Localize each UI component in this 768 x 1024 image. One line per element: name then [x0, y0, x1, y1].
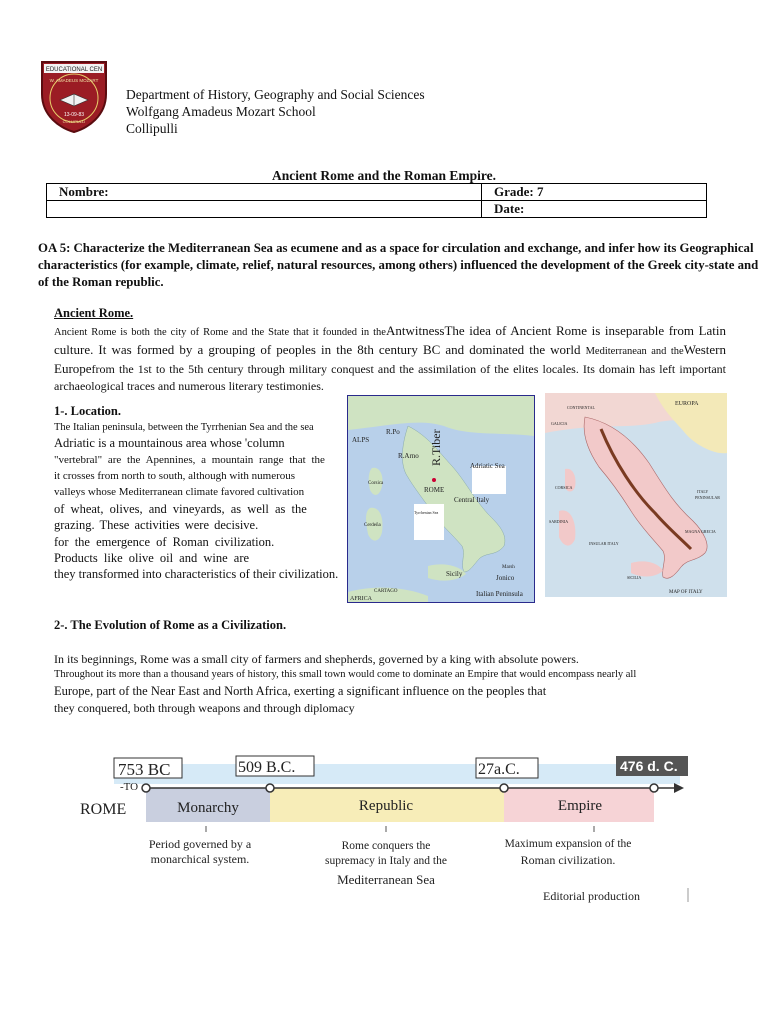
evolution-line: Throughout its more than a thousand years of history, this small town would come to dominate an Empire that would encompass nearly all	[54, 669, 637, 680]
crest-top-text: EDUCATIONAL CEN	[45, 67, 103, 73]
map2-label-europa: EUROPA	[675, 401, 699, 407]
italian-peninsula-map	[347, 395, 535, 603]
school-city: Collipulli	[126, 121, 178, 136]
location-line: of wheat, olives, and vineyards, as well as the	[54, 502, 307, 516]
name-label: Nombre:	[47, 184, 482, 201]
map2-label-continental: CONTINENTAL	[567, 405, 595, 410]
map-label-marsh: Marsh	[502, 565, 515, 570]
desc-monarchy-2: monarchical system.	[150, 852, 250, 866]
map-label-rome: ROME	[424, 486, 445, 494]
desc-republic-2: supremacy in Italy and the	[325, 855, 447, 867]
location-line: grazing. These activities were decisive.	[54, 518, 259, 532]
map-label-cerdena: Cerdeña	[364, 523, 381, 528]
learning-objective: OA 5: Characterize the Mediterranean Sea as ecumene and as a space for circulation and exchange, and infer how its Geographical characteristics (for example, climate, relief, natural resources, among others) influenced the development of the Greek city-state and of the Roman republic.	[38, 241, 759, 289]
map2-label-sardinia: SARDINIA	[549, 519, 569, 524]
ancient-rome-heading: Ancient Rome.	[54, 306, 134, 320]
location-line: Products like olive oil and wine are	[54, 551, 250, 565]
map-caption: Italian Peninsula	[476, 590, 523, 598]
location-line: valleys whose Mediterranean climate favored cultivation	[54, 486, 305, 498]
crest-date-text: 13-09-83	[63, 112, 85, 118]
date-476: 476 d. C.	[620, 758, 678, 774]
grade-label: Grade: 7	[482, 184, 707, 201]
crest-arc-text: W. AMADEUS MOZART	[49, 78, 99, 83]
desc-republic-3: Mediterranean Sea	[337, 872, 435, 887]
map-label-adriatic: Adriatic Sea	[470, 462, 505, 470]
rome-label: ROME	[80, 801, 127, 818]
location-line: "vertebral" are the Apennines, a mountain range that the	[54, 454, 325, 466]
timeline-dot	[650, 784, 658, 792]
desc-republic-1: Rome conquers the	[341, 840, 431, 852]
evolution-line: In its beginnings, Rome was a small city of farmers and shepherds, governed by a king with absolute powers.	[54, 652, 579, 666]
map-label-africa: AFRICA	[350, 596, 373, 602]
to-label: -TO	[120, 781, 139, 793]
student-info-table	[46, 183, 707, 218]
map-label-sicily: Sicily	[446, 570, 463, 578]
date-509: 509 B.C.	[238, 759, 296, 776]
map-label-cartago: CARTAGO	[374, 589, 398, 594]
timeline-top-bar	[114, 764, 680, 784]
map2-label-galicia: GALICIA	[551, 421, 568, 426]
editorial-credit: Editorial production	[543, 889, 640, 903]
rome-timeline	[70, 752, 700, 912]
map2-label-insular: INSULAR ITALY	[589, 541, 619, 546]
period-monarchy: Monarchy	[177, 800, 239, 816]
map-label-central: Central Italy	[454, 496, 490, 504]
crest-bottom-text: COLLIPULLI	[62, 119, 86, 124]
map-label-po: R.Po	[386, 428, 400, 436]
date-27: 27a.C.	[478, 761, 520, 778]
location-heading: 1-. Location.	[54, 404, 122, 418]
evolution-line: they conquered, both through weapons and through diplomacy	[54, 701, 355, 715]
map-of-italy	[545, 393, 727, 597]
map2-caption: MAP OF ITALY	[669, 590, 703, 595]
ancient-rome-paragraph: Ancient Rome is both the city of Rome and the State that it founded in theAntwitnessThe idea of Ancient Rome is inseparable from Latin culture. It was formed by a grouping of peoples in the 8th century BC and dominated the world Mediterranean and theWestern Europefrom the 1st to the 5th century through military conquest and the assimilation of the elites locales. Its domain has left important archaeological traces and numerous literary testimonies.	[54, 323, 727, 393]
location-line: they transformed into characteristics of their civilization.	[54, 567, 339, 581]
timeline-dot	[500, 784, 508, 792]
evolution-heading: 2-. The Evolution of Rome as a Civilization.	[54, 618, 287, 632]
location-line: for the emergence of Roman civilization.	[54, 535, 275, 549]
desc-monarchy-1: Period governed by a	[148, 837, 252, 851]
school-crest-logo	[38, 60, 110, 134]
name-field[interactable]	[47, 201, 482, 218]
map-label-corsica: Corsica	[368, 481, 384, 486]
timeline-dot	[266, 784, 274, 792]
map-label-alps: ALPS	[352, 436, 370, 444]
desc-empire-1: Maximum expansion of the	[504, 838, 632, 850]
map-label-tyrrhenian: Tyrrhenian Sea	[414, 510, 439, 515]
period-republic: Republic	[358, 798, 414, 814]
school-name: Wolfgang Amadeus Mozart School	[126, 104, 316, 119]
timeline-dot	[142, 784, 150, 792]
location-line: The Italian peninsula, between the Tyrrhenian Sea and the sea	[54, 422, 314, 433]
evolution-line: Europe, part of the Near East and North Africa, exerting a significant influence on the peoples that	[54, 684, 547, 698]
department-name: Department of History, Geography and Social Sciences	[126, 87, 425, 102]
location-line: it crosses from north to south, although with numerous	[54, 470, 296, 482]
timeline-arrow	[674, 783, 684, 793]
map2-label-sicilia: SICILIA	[627, 575, 642, 580]
location-line: Adriatic is a mountainous area whose 'column	[54, 436, 285, 450]
document-title: Ancient Rome and the Roman Empire.	[272, 168, 496, 183]
map2-label-peninsular: PENINSULAR	[695, 495, 720, 500]
map-label-arno: R.Arno	[398, 452, 419, 460]
map-label-jonico: Jonico	[496, 574, 515, 582]
map2-label-corsica: CORSICA	[555, 485, 573, 490]
period-empire: Empire	[557, 798, 603, 814]
school-header	[126, 86, 425, 137]
date-label: Date:	[482, 201, 707, 218]
map-label-tiber: R.Tiber	[429, 429, 443, 466]
date-753: 753 BC	[118, 760, 171, 779]
map2-label-italy: ITALY	[697, 489, 709, 494]
desc-empire-2: Roman civilization.	[520, 853, 616, 867]
map2-label-magna: MAGNA GRECIA	[685, 529, 716, 534]
